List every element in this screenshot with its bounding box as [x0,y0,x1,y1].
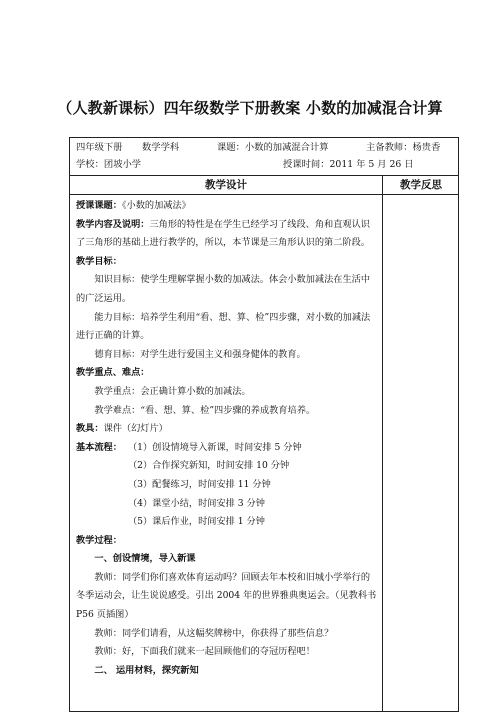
flow-heading: 基本流程： [76,441,122,453]
school-label: 学校：团坡小学 [76,159,142,170]
goal-ability: 能力目标：培养学生利用“看、想、算、检”四步骤，对小数的加减法进行正确的计算。 [76,311,371,342]
difficulty: 教学难点：“看、想、算、检”四步骤的养成教育培养。 [94,404,316,416]
time-label: 授课时间：2011 年 5 月 26 日 [283,159,414,170]
keypoint: 教学重点：会正确计算小数的加减法。 [94,385,251,397]
lesson-content: 教学内容及说明：三角形的特性是在学生已经学习了线段、角和直观认识了三角形的基础上进行教学的，所以，本节课是三角形认识的第二阶段。 [76,218,370,249]
grade-label: 四年级下册 [76,142,123,153]
tools: 教具：课件（幻灯片） [76,423,168,435]
process-paragraph: 教师：同学们你们喜欢体育运动吗？回顾去年本校和旧城小学举行的冬季运动会，让生说说感受。引出 2004 年的世界雅典奥运会。（见教科书 P56 页插图） [76,571,377,621]
process-paragraph: 教师：同学们请看，从这幅奖牌榜中，你获得了那些信息？ [94,627,334,639]
lesson-topic: 授课课题：《小数的加减法》 [76,200,191,211]
table-divider [70,194,458,195]
page-title: （人教新课标）四年级数学下册教案 小数的加减混合计算 [57,99,443,117]
flow-step: （5）课后作业，时间安排 1 分钟 [127,516,265,528]
section-heading: 二、 运用材料，探究新知 [94,664,199,676]
info-row-1 [76,139,454,157]
info-row-2 [76,156,454,174]
flow-step: （4）课堂小结，时间安排 3 分钟 [127,497,265,509]
keypoints-heading: 教学重点、难点： [76,367,150,379]
topic-label: 课题：小数的加减混合计算 [217,142,329,153]
column-divider [382,175,383,711]
column-header-design: 教学设计 [205,179,247,191]
flow-step: （2）合作探究新知，时间安排 10 分钟 [127,460,290,472]
process-heading: 教学过程： [76,534,122,546]
teacher-label: 主备教师：杨贵香 [366,142,441,153]
goal-knowledge: 知识目标：使学生理解掌握小数的加减法。体会小数加减法在生活中的广泛运用。 [76,274,371,304]
design-content [76,197,377,680]
process-paragraph: 教师：好，下面我们就来一起回顾他们的夺冠历程吧！ [94,646,315,658]
flow-steps [122,439,377,532]
basic-flow [76,439,377,532]
column-header-reflection: 教学反思 [400,179,442,191]
goal-moral: 德育目标：对学生进行爱国主义和强身健体的教育。 [94,348,306,360]
flow-step: （3）配餐练习，时间安排 11 分钟 [127,478,271,490]
lesson-plan-table [69,137,459,712]
goals-heading: 教学目标： [76,255,122,267]
flow-step: （1）创设情境导入新课，时间安排 5 分钟 [127,441,302,453]
section-heading: 一、创设情境，导入新课 [94,553,196,565]
subject-label: 数学学科 [142,142,180,153]
